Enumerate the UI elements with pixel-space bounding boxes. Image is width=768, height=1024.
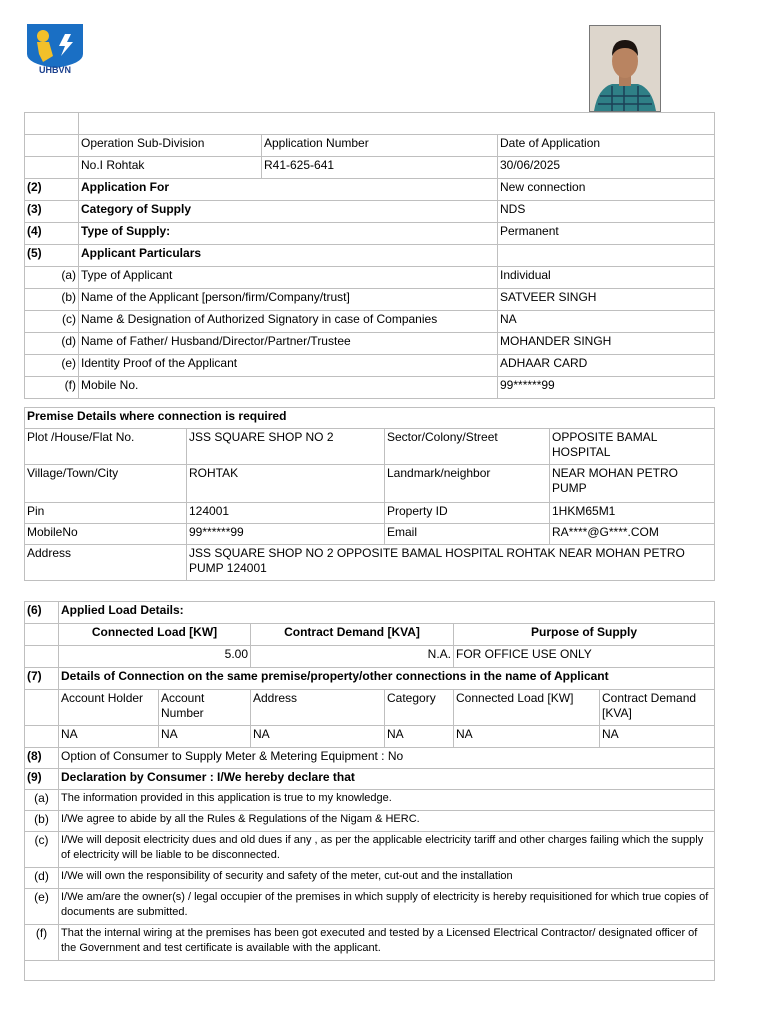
connected-load-header: Connected Load [KW] — [59, 624, 251, 646]
blank-cell — [25, 135, 79, 157]
declaration-letter: (a) — [25, 790, 59, 811]
sub-division-header: Operation Sub-Division — [79, 135, 262, 157]
address-value: NA — [251, 726, 385, 748]
village-label: Village/Town/City — [25, 465, 187, 503]
plot-value: JSS SQUARE SHOP NO 2 — [187, 429, 385, 465]
row-label: Applicant Particulars — [79, 245, 498, 267]
application-table — [24, 112, 715, 399]
row-label: Identity Proof of the Applicant — [79, 355, 498, 377]
sector-label: Sector/Colony/Street — [385, 429, 550, 465]
blank-cell — [79, 113, 715, 135]
table-row — [25, 355, 715, 377]
row-number: (3) — [25, 201, 79, 223]
table-row — [25, 179, 715, 201]
row-value — [498, 245, 715, 267]
mobile-label: MobileNo — [25, 524, 187, 545]
contract-demand-header: Contract Demand [KVA] — [251, 624, 454, 646]
sub-division-value: No.I Rohtak — [79, 157, 262, 179]
row-letter: (f) — [25, 377, 79, 399]
row-value: SATVEER SINGH — [498, 289, 715, 311]
premise-table — [24, 407, 715, 581]
app-date-value: 30/06/2025 — [498, 157, 715, 179]
table-row — [25, 333, 715, 355]
connected-load-kw-value: NA — [454, 726, 600, 748]
contract-demand-kva-value: NA — [600, 726, 715, 748]
contract-demand-value: N.A. — [251, 646, 454, 668]
option-text: Option of Consumer to Supply Meter & Metering Equipment : No — [59, 748, 715, 769]
row-letter: (d) — [25, 333, 79, 355]
declaration-item — [25, 790, 715, 811]
row-letter: (b) — [25, 289, 79, 311]
address-header: Address — [251, 690, 385, 726]
purpose-header: Purpose of Supply — [454, 624, 715, 646]
row-value: NDS — [498, 201, 715, 223]
account-holder-header: Account Holder — [59, 690, 159, 726]
row-number: (4) — [25, 223, 79, 245]
applicant-photo — [589, 25, 661, 112]
row-letter: (a) — [25, 267, 79, 289]
row-value: ADHAAR CARD — [498, 355, 715, 377]
table-row — [25, 289, 715, 311]
row-label: Category of Supply — [79, 201, 498, 223]
connected-load-kw-header: Connected Load [KW] — [454, 690, 600, 726]
row-label: Type of Supply: — [79, 223, 498, 245]
pin-value: 124001 — [187, 503, 385, 524]
table-row — [25, 311, 715, 333]
sector-value: OPPOSITE BAMAL HOSPITAL — [550, 429, 715, 465]
blank-cell — [25, 690, 59, 726]
table-row — [25, 245, 715, 267]
premise-title: Premise Details where connection is required — [25, 408, 715, 429]
logo-text: UHBVN — [38, 65, 72, 74]
table-row — [25, 267, 715, 289]
row-letter: (e) — [25, 355, 79, 377]
row-label: Name of Father/ Husband/Director/Partner/Trustee — [79, 333, 498, 355]
row-value: Permanent — [498, 223, 715, 245]
declaration-item — [25, 832, 715, 868]
blank-cell — [25, 961, 715, 981]
app-number-value: R41-625-641 — [262, 157, 498, 179]
contract-demand-kva-header: Contract Demand [KVA] — [600, 690, 715, 726]
account-number-header: Account Number — [159, 690, 251, 726]
row-value: Individual — [498, 267, 715, 289]
row-label: Name & Designation of Authorized Signatory in case of Companies — [79, 311, 498, 333]
mobile-value: 99******99 — [187, 524, 385, 545]
row-label: Type of Applicant — [79, 267, 498, 289]
declaration-text: I/We will deposit electricity dues and old dues if any , as per the applicable electricity tariff and other charges failing which the supply of electricity will be liable to be disconnected. — [59, 832, 715, 868]
blank-cell — [25, 157, 79, 179]
row-value: New connection — [498, 179, 715, 201]
email-value: RA****@G****.COM — [550, 524, 715, 545]
blank-cell — [25, 726, 59, 748]
load-title: Applied Load Details: — [59, 602, 715, 624]
account-holder-value: NA — [59, 726, 159, 748]
purpose-value: FOR OFFICE USE ONLY — [454, 646, 715, 668]
address-label: Address — [25, 545, 187, 581]
declaration-item — [25, 868, 715, 889]
table-row — [25, 223, 715, 245]
row-number: (2) — [25, 179, 79, 201]
row-value: 99******99 — [498, 377, 715, 399]
property-value: 1HKM65M1 — [550, 503, 715, 524]
app-date-header: Date of Application — [498, 135, 715, 157]
declaration-text: That the internal wiring at the premises has been got executed and tested by a Licensed Electrical Contractor/ designated officer of the Government and test certificate is available with the applicant. — [59, 925, 715, 961]
address-value: JSS SQUARE SHOP NO 2 OPPOSITE BAMAL HOSPITAL ROHTAK NEAR MOHAN PETRO PUMP 124001 — [187, 545, 715, 581]
app-number-header: Application Number — [262, 135, 498, 157]
declaration-text: I/We agree to abide by all the Rules & Regulations of the Nigam & HERC. — [59, 811, 715, 832]
table-row — [25, 201, 715, 223]
load-declaration-table — [24, 601, 715, 981]
row-label: Application For — [79, 179, 498, 201]
details-number: (7) — [25, 668, 59, 690]
declaration-item — [25, 889, 715, 925]
category-header: Category — [385, 690, 454, 726]
declaration-text: I/We am/are the owner(s) / legal occupier of the premises in which supply of electricity is hereby requisitioned for which true copies of documents are submitted. — [59, 889, 715, 925]
landmark-label: Landmark/neighbor — [385, 465, 550, 503]
row-label: Name of the Applicant [person/firm/Company/trust] — [79, 289, 498, 311]
uhbvn-logo — [25, 22, 85, 74]
pin-label: Pin — [25, 503, 187, 524]
row-label: Mobile No. — [79, 377, 498, 399]
village-value: ROHTAK — [187, 465, 385, 503]
details-title: Details of Connection on the same premise/property/other connections in the name of Applicant — [59, 668, 715, 690]
load-number: (6) — [25, 602, 59, 624]
category-value: NA — [385, 726, 454, 748]
landmark-value: NEAR MOHAN PETRO PUMP — [550, 465, 715, 503]
row-number: (5) — [25, 245, 79, 267]
declaration-item — [25, 811, 715, 832]
row-value: MOHANDER SINGH — [498, 333, 715, 355]
declaration-item — [25, 925, 715, 961]
row-value: NA — [498, 311, 715, 333]
blank-cell — [25, 624, 59, 646]
plot-label: Plot /House/Flat No. — [25, 429, 187, 465]
blank-cell — [25, 646, 59, 668]
table-row — [25, 377, 715, 399]
email-label: Email — [385, 524, 550, 545]
declaration-letter: (f) — [25, 925, 59, 961]
row-letter: (c) — [25, 311, 79, 333]
declaration-letter: (b) — [25, 811, 59, 832]
declaration-letter: (d) — [25, 868, 59, 889]
declaration-title: Declaration by Consumer : I/We hereby declare that — [59, 769, 715, 790]
declaration-letter: (e) — [25, 889, 59, 925]
option-number: (8) — [25, 748, 59, 769]
connected-load-value: 5.00 — [59, 646, 251, 668]
declaration-text: The information provided in this application is true to my knowledge. — [59, 790, 715, 811]
declaration-text: I/We will own the responsibility of security and safety of the meter, cut-out and the installation — [59, 868, 715, 889]
property-label: Property ID — [385, 503, 550, 524]
account-number-value: NA — [159, 726, 251, 748]
declaration-number: (9) — [25, 769, 59, 790]
declaration-letter: (c) — [25, 832, 59, 868]
blank-cell — [25, 113, 79, 135]
